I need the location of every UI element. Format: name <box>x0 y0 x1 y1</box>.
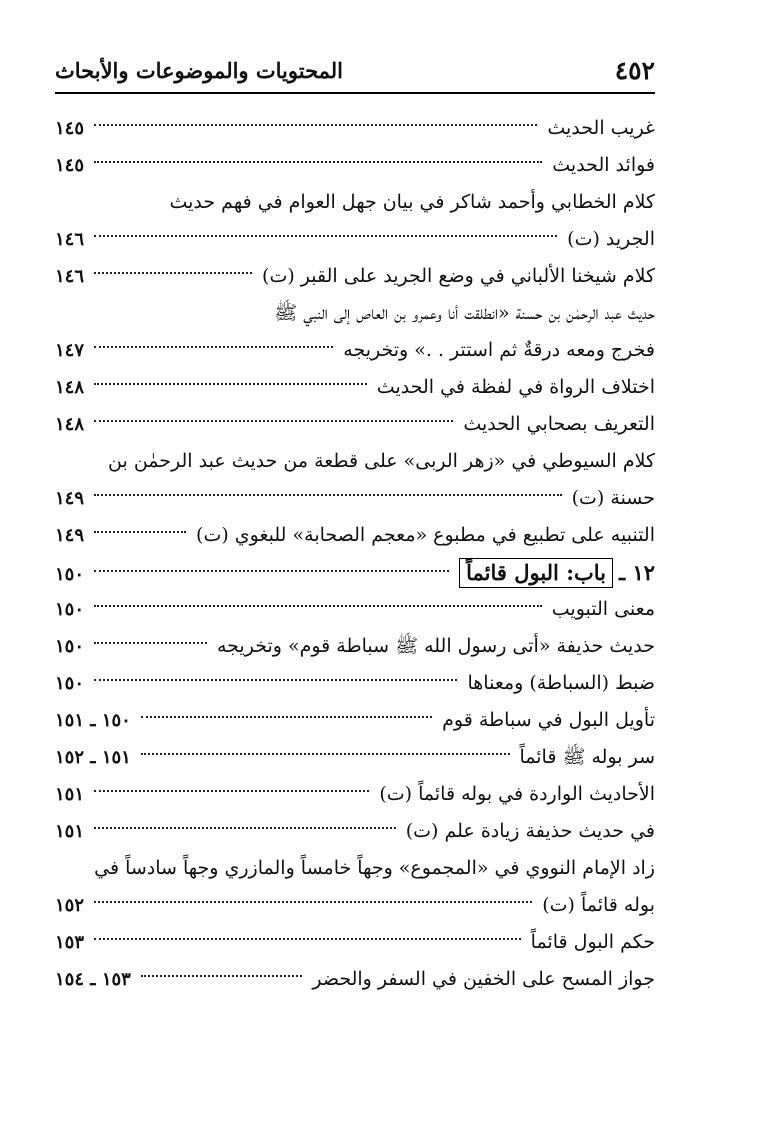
toc-entry <box>55 406 655 443</box>
page-header <box>55 50 655 94</box>
page-ref: ١٤٨ <box>55 414 85 435</box>
page-ref: ١٤٥ <box>55 155 85 176</box>
chapter-number: ١٢ ـ <box>618 560 655 585</box>
page-ref: ١٥٠ <box>55 636 85 657</box>
page-ref: ١٤٩ <box>55 488 85 509</box>
entry-text: بوله قائماً (ت) <box>542 894 655 916</box>
page-ref: ١٥٣ ـ ١٥٤ <box>55 969 131 990</box>
toc-entry <box>55 517 655 554</box>
page-ref: ١٥٠ ـ ١٥١ <box>55 710 131 731</box>
page-ref: ١٥٠ <box>55 599 85 620</box>
entry-text: كلام الخطابي وأحمد شاكر في بيان جهل العوام في فهم حديث <box>169 191 655 213</box>
toc-entry <box>55 443 655 517</box>
page-ref: ١٤٦ <box>55 266 85 287</box>
toc-entry <box>55 591 655 628</box>
entry-text: معنى التبويب <box>551 598 655 620</box>
toc-entry <box>55 961 655 998</box>
dot-leader <box>94 346 333 348</box>
toc-entry <box>55 702 655 739</box>
entry-text: التعريف بصحابي الحديث <box>463 413 655 435</box>
entry-text: سر بوله ﷺ قائماً <box>519 746 655 768</box>
entry-text: ضبط (السباطة) ومعناها <box>467 672 655 694</box>
chapter-title: باب: البول قائماً <box>459 558 613 588</box>
page-ref: ١٤٨ <box>55 377 85 398</box>
entry-text: الجريد (ت) <box>567 228 655 250</box>
entry-text: كلام السيوطي في «زهر الربى» على قطعة من حديث عبد الرحمٰن بن <box>108 450 655 472</box>
dot-leader <box>94 605 542 607</box>
entry-text: تأويل البول في سباطة قوم <box>442 709 655 731</box>
entry-text: جواز المسح على الخفين في السفر والحضر <box>312 968 655 990</box>
toc-entry <box>55 295 655 369</box>
dot-leader <box>94 642 207 644</box>
dot-leader <box>94 235 557 237</box>
page-ref: ١٥٠ <box>55 673 85 694</box>
entry-text: كلام شيخنا الألباني في وضع الجريد على القبر (ت) <box>262 265 655 287</box>
dot-leader <box>94 420 453 422</box>
dot-leader <box>94 570 449 572</box>
page-number: ٤٥٢ <box>614 56 655 85</box>
toc-entry <box>55 776 655 813</box>
dot-leader <box>94 790 369 792</box>
toc-entry <box>55 258 655 295</box>
page-ref: ١٤٩ <box>55 525 85 546</box>
toc-entry <box>55 850 655 924</box>
page-ref: ١٥٢ <box>55 895 85 916</box>
dot-leader <box>94 272 252 274</box>
entry-text: الأحاديث الواردة في بوله قائماً (ت) <box>379 783 655 805</box>
table-of-contents <box>55 110 655 998</box>
entry-text: حديث عبد الرحمٰن بن حسنة «انطلقت أنا وعمرو بن العاص إلى النبي ﷺ <box>274 302 655 324</box>
entry-text: فخرج ومعه درقةٌ ثم استتر . .» وتخريجه <box>343 339 655 361</box>
toc-entry <box>55 739 655 776</box>
entry-text: حكم البول قائماً <box>530 931 655 953</box>
chapter-heading <box>55 554 655 591</box>
toc-entry <box>55 665 655 702</box>
dot-leader <box>94 161 542 163</box>
entry-text: في حديث حذيفة زيادة علم (ت) <box>405 820 655 842</box>
page-ref: ١٥٠ <box>55 564 85 585</box>
toc-entry <box>55 924 655 961</box>
dot-leader <box>141 975 303 977</box>
toc-entry <box>55 184 655 258</box>
dot-leader <box>141 753 510 755</box>
entry-text: التنبيه على تطبيع في مطبوع «معجم الصحابة» للبغوي (ت) <box>196 524 655 546</box>
page-ref: ١٥٣ <box>55 932 85 953</box>
dot-leader <box>94 827 396 829</box>
entry-text: زاد الإمام النووي في «المجموع» وجهاً خامساً والمازري وجهاً سادساً في <box>94 857 655 879</box>
page-ref: ١٥١ <box>55 784 85 805</box>
entry-text: فوائد الحديث <box>552 154 655 176</box>
page-ref: ١٤٧ <box>55 340 85 361</box>
page-ref: ١٤٥ <box>55 118 85 139</box>
toc-entry <box>55 147 655 184</box>
toc-entry <box>55 110 655 147</box>
dot-leader <box>94 938 521 940</box>
dot-leader <box>94 679 457 681</box>
dot-leader <box>94 383 367 385</box>
dot-leader <box>94 124 537 126</box>
toc-entry <box>55 369 655 406</box>
dot-leader <box>94 901 532 903</box>
entry-text: حسنة (ت) <box>571 487 655 509</box>
running-title: المحتويات والموضوعات والأبحاث <box>55 58 344 83</box>
entry-text: حديث حذيفة «أتى رسول الله ﷺ سباطة قوم» وتخريجه <box>216 635 655 657</box>
dot-leader <box>94 494 562 496</box>
page-ref: ١٥١ <box>55 821 85 842</box>
entry-text: غريب الحديث <box>547 117 655 139</box>
dot-leader <box>141 716 432 718</box>
toc-entry <box>55 628 655 665</box>
entry-text: اختلاف الرواة في لفظة في الحديث <box>376 376 655 398</box>
page-ref: ١٤٦ <box>55 229 85 250</box>
dot-leader <box>94 531 186 533</box>
toc-entry <box>55 813 655 850</box>
page-ref: ١٥١ ـ ١٥٢ <box>55 747 131 768</box>
